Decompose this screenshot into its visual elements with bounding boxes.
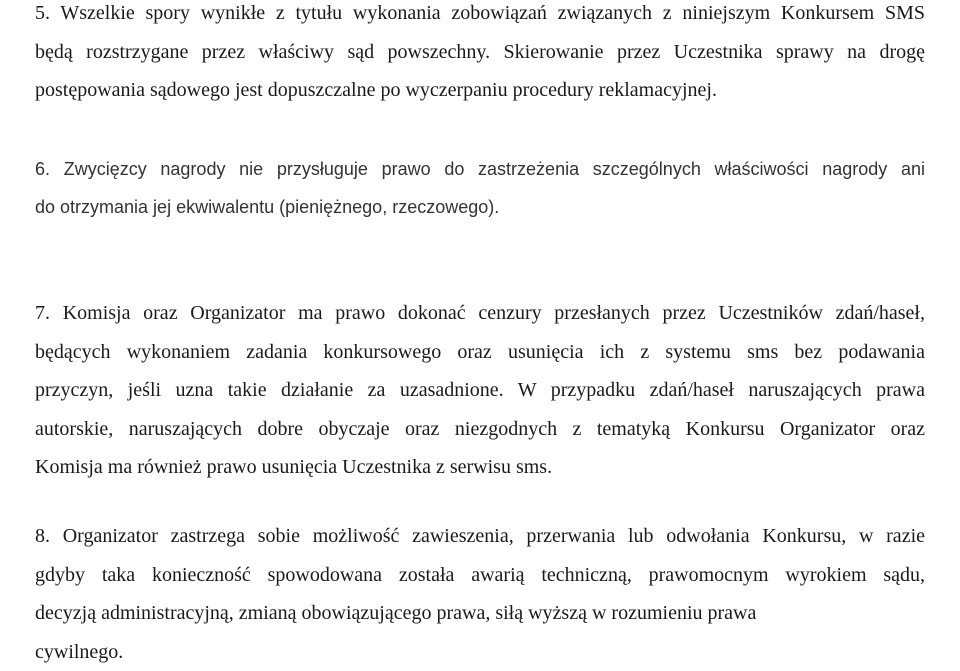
paragraph-line: 5. Wszelkie spory wynikłe z tytułu wykonania zobowiązań związanych z niniejszym Konkursem SMS	[35, 0, 925, 33]
paragraph-line: autorskie, naruszających dobre obyczaje oraz niezgodnych z tematyką Konkursu Organizator oraz	[35, 410, 925, 449]
paragraph-line: będą rozstrzygane przez właściwy sąd powszechny. Skierowanie przez Uczestnika sprawy na drogę	[35, 33, 925, 72]
paragraph-line: 8. Organizator zastrzega sobie możliwość zawieszenia, przerwania lub odwołania Konkursu, w razie	[35, 517, 925, 556]
paragraph-6	[35, 150, 925, 226]
paragraph-line: gdyby taka konieczność spowodowana została awarią techniczną, prawomocnym wyrokiem sądu,	[35, 556, 925, 595]
paragraph-7	[35, 294, 925, 487]
paragraph-line: 7. Komisja oraz Organizator ma prawo dokonać cenzury przesłanych przez Uczestników zdań/haseł,	[35, 294, 925, 333]
paragraph-line: będących wykonaniem zadania konkursowego oraz usunięcia ich z systemu sms bez podawania	[35, 333, 925, 372]
paragraph-line: Komisja ma również prawo usunięcia Uczestnika z serwisu sms.	[35, 448, 925, 487]
paragraph-line: decyzją administracyjną, zmianą obowiązującego prawa, siłą wyższą w rozumieniu prawa	[35, 594, 925, 633]
paragraph-line: 6. Zwycięzcy nagrody nie przysługuje prawo do zastrzeżenia szczególnych właściwości nagrody ani	[35, 150, 925, 188]
paragraph-8	[35, 517, 925, 671]
paragraph-line: do otrzymania jej ekwiwalentu (pieniężnego, rzeczowego).	[35, 188, 925, 226]
paragraph-line: postępowania sądowego jest dopuszczalne po wyczerpaniu procedury reklamacyjnej.	[35, 71, 925, 110]
paragraph-line: przyczyn, jeśli uzna takie działanie za uzasadnione. W przypadku zdań/haseł naruszających prawa	[35, 371, 925, 410]
paragraph-5	[35, 0, 925, 110]
paragraph-line: cywilnego.	[35, 633, 925, 671]
